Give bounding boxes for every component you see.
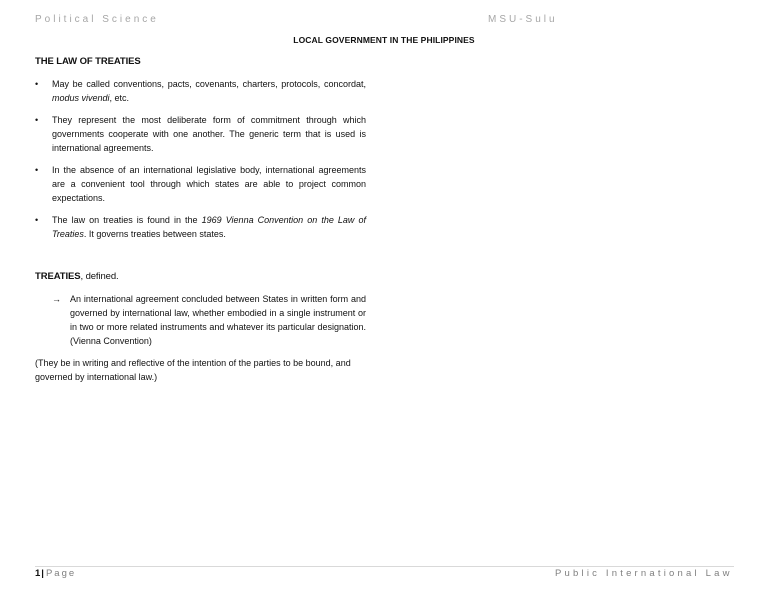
bullet-icon: •	[35, 79, 39, 89]
definition-list	[52, 292, 366, 348]
definition-text: An international agreement concluded between States in written form and governed by international law, whether embodied in a single instrument or in two or more related instruments and whatever its particular designation. (Vienna Convention)	[70, 294, 366, 346]
header-right-text: MSU-Sulu	[488, 14, 558, 25]
bullet-text: The law on treaties is found in the	[52, 215, 202, 225]
definition-item	[52, 292, 366, 348]
bullet-text: , etc.	[109, 93, 130, 103]
footer-course-title: Public International Law	[555, 568, 733, 579]
treaties-heading-bold: TREATIES	[35, 271, 81, 282]
page-number: 1	[35, 568, 41, 579]
bullet-text: They represent the most deliberate form of commitment through which governments cooperate with one another. The generic term that is used is international agreements.	[52, 115, 366, 153]
bullet-item	[35, 163, 366, 205]
bullet-text: . It governs treaties between states.	[83, 229, 226, 239]
treaty-note: (They be in writing and reflective of the intention of the parties to be bound, and governed by international law.)	[35, 358, 351, 382]
page-separator: |	[41, 568, 44, 579]
bullet-item	[35, 77, 366, 105]
page-word: Page	[45, 568, 77, 579]
bullet-item	[35, 113, 366, 155]
bullet-item	[35, 213, 366, 241]
bullet-text: In the absence of an international legislative body, international agreements are a convenient tool through which states are able to project common expectations.	[52, 165, 366, 203]
treaties-defined-heading	[35, 271, 119, 282]
treaties-heading-tail: , defined.	[80, 271, 119, 282]
footer-page-label	[35, 568, 76, 579]
treaty-bullet-list	[35, 77, 366, 249]
bullet-italic-text: modus vivendi	[52, 93, 110, 103]
bullet-text: May be called conventions, pacts, covenants, charters, protocols, concordat,	[52, 79, 366, 89]
header-left-text: Political Science	[35, 14, 159, 25]
arrow-right-icon: →	[52, 294, 61, 304]
document-title: LOCAL GOVERNMENT IN THE PHILIPPINES	[293, 35, 475, 45]
bullet-icon: •	[35, 115, 39, 125]
bullet-icon: •	[35, 215, 39, 225]
bullet-icon: •	[35, 165, 39, 175]
law-of-treaties-heading: THE LAW OF TREATIES	[35, 56, 141, 67]
bullet-italic-text: 1969 Vienna Convention on the Law of Treaties	[52, 215, 366, 239]
footer-divider	[35, 566, 734, 567]
